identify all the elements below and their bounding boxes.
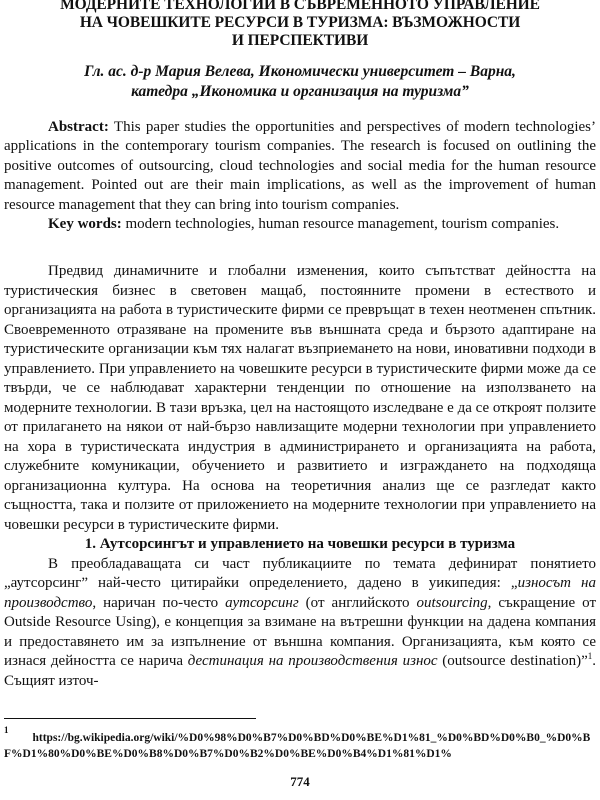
paper-title [4,0,596,50]
footnote [4,725,596,762]
section-heading: 1. Аутсорсингът и управлението на човешки ресурси в туризма [84,536,516,553]
italic-term: outsourcing [416,594,488,611]
title-line: И ПЕРСПЕКТИВИ [231,32,369,49]
keywords-text: modern technologies, human resource management, tourism companies. [125,216,560,233]
italic-term: дестинация на производствения износ [187,653,438,670]
title-line: НА ЧОВЕШКИТЕ РЕСУРСИ В ТУРИЗМА: ВЪЗМОЖНОСТИ [79,14,521,31]
abstract-text: This paper studies the opportunities and perspectives of modern technologies’ applications in the contemporary tourism companies. The research is focused on outlining the positive outcomes of outsourcing, cloud technologies and social media for the human resource management. Pointed out are their main implications, as well as the improvement of human resource management that they can bring into tourism companies. [4,119,596,213]
abstract-paragraph [4,118,596,215]
section-paragraph: В преобладаващата си част публикациите по темата дефинират понятието „аутсорсинг” най-често цитирайки определението, дадено в уикипедия: „износът на производство, наричан по-често аутсорсинг (от английското outsourcing, съкращение от Outside Resource Using), е концепция за взимане на вътрешни функции на дадена компания и предоставянето им за изпълнение от външна компания. Организацията, към която се изнася дейността се нарича дестинация на производствения износ (outsource destination)”$^1$. Същият източ- [4,555,597,689]
footnote-reference[interactable]: 1 [587,651,593,662]
page-number: 774 [290,774,310,789]
abstract-label: Abstract: [48,119,109,135]
title-line: МОДЕРНИТЕ ТЕХНОЛОГИИ В СЪВРЕМЕННОТО УПРАВЛЕНИЕ [60,0,540,13]
abstract [4,118,596,234]
author-line: Гл. ас. д-р Мария Велева, Икономически университет – Варна, [84,63,516,80]
body-text [4,262,596,691]
author-affiliation [4,62,596,102]
footnote-number: 1 [4,725,9,735]
intro-paragraph: Предвид динамичните и глобални изменения, които съпътстват дейността на туристическия бизнес в световен мащаб, постоянните промени в естеството и организацията на работа в туристическите фирми се превръщат в техен неотменен спътник. Своевременното отразяване на промените във външната среда и бързото адаптиране на туристическите организации към тях налагат възприемането на нови, иновативни подходи в управлението. При управлението на човешките ресурси в туристическите фирми може да се твърди, че се наблюдават характерни тенденции по отношение на използването на модерните технологии. В тази връзка, цел на настоящото изследване е да се откроят ползите от прилагането на някои от най-бързо навлизащите модерни технологии при управлението на хора в туристическата индустрия в администрирането и организацията на работа, служебните комуникации, обучението и развитието и изграждането на подходяща организационна култура. На основа на теоретичния анализ ще се разгледат както същността, така и ползите от приложението на модерните технологии при управлението на човешки ресурси в туристическите фирми. [4,263,596,533]
italic-term: износът на производство [4,575,596,611]
keywords-label: Key words: [48,216,122,233]
author-line: катедра „Икономика и организация на туризма” [131,83,469,100]
italic-term: аутсорсинг [225,594,299,611]
footnote-link[interactable]: https://bg.wikipedia.org/wiki/%D0%98%D0%B7%D0%BD%D0%BE%D1%81_%D0%BD%D0%B0_%D0%BF%D1%80%D0%BE%D0%B8%D0%B7%D0%B2%D0%BE%D0%B4%D1%81%D1% [4,732,591,760]
keywords-paragraph [4,215,596,234]
footnote-divider [4,718,256,719]
